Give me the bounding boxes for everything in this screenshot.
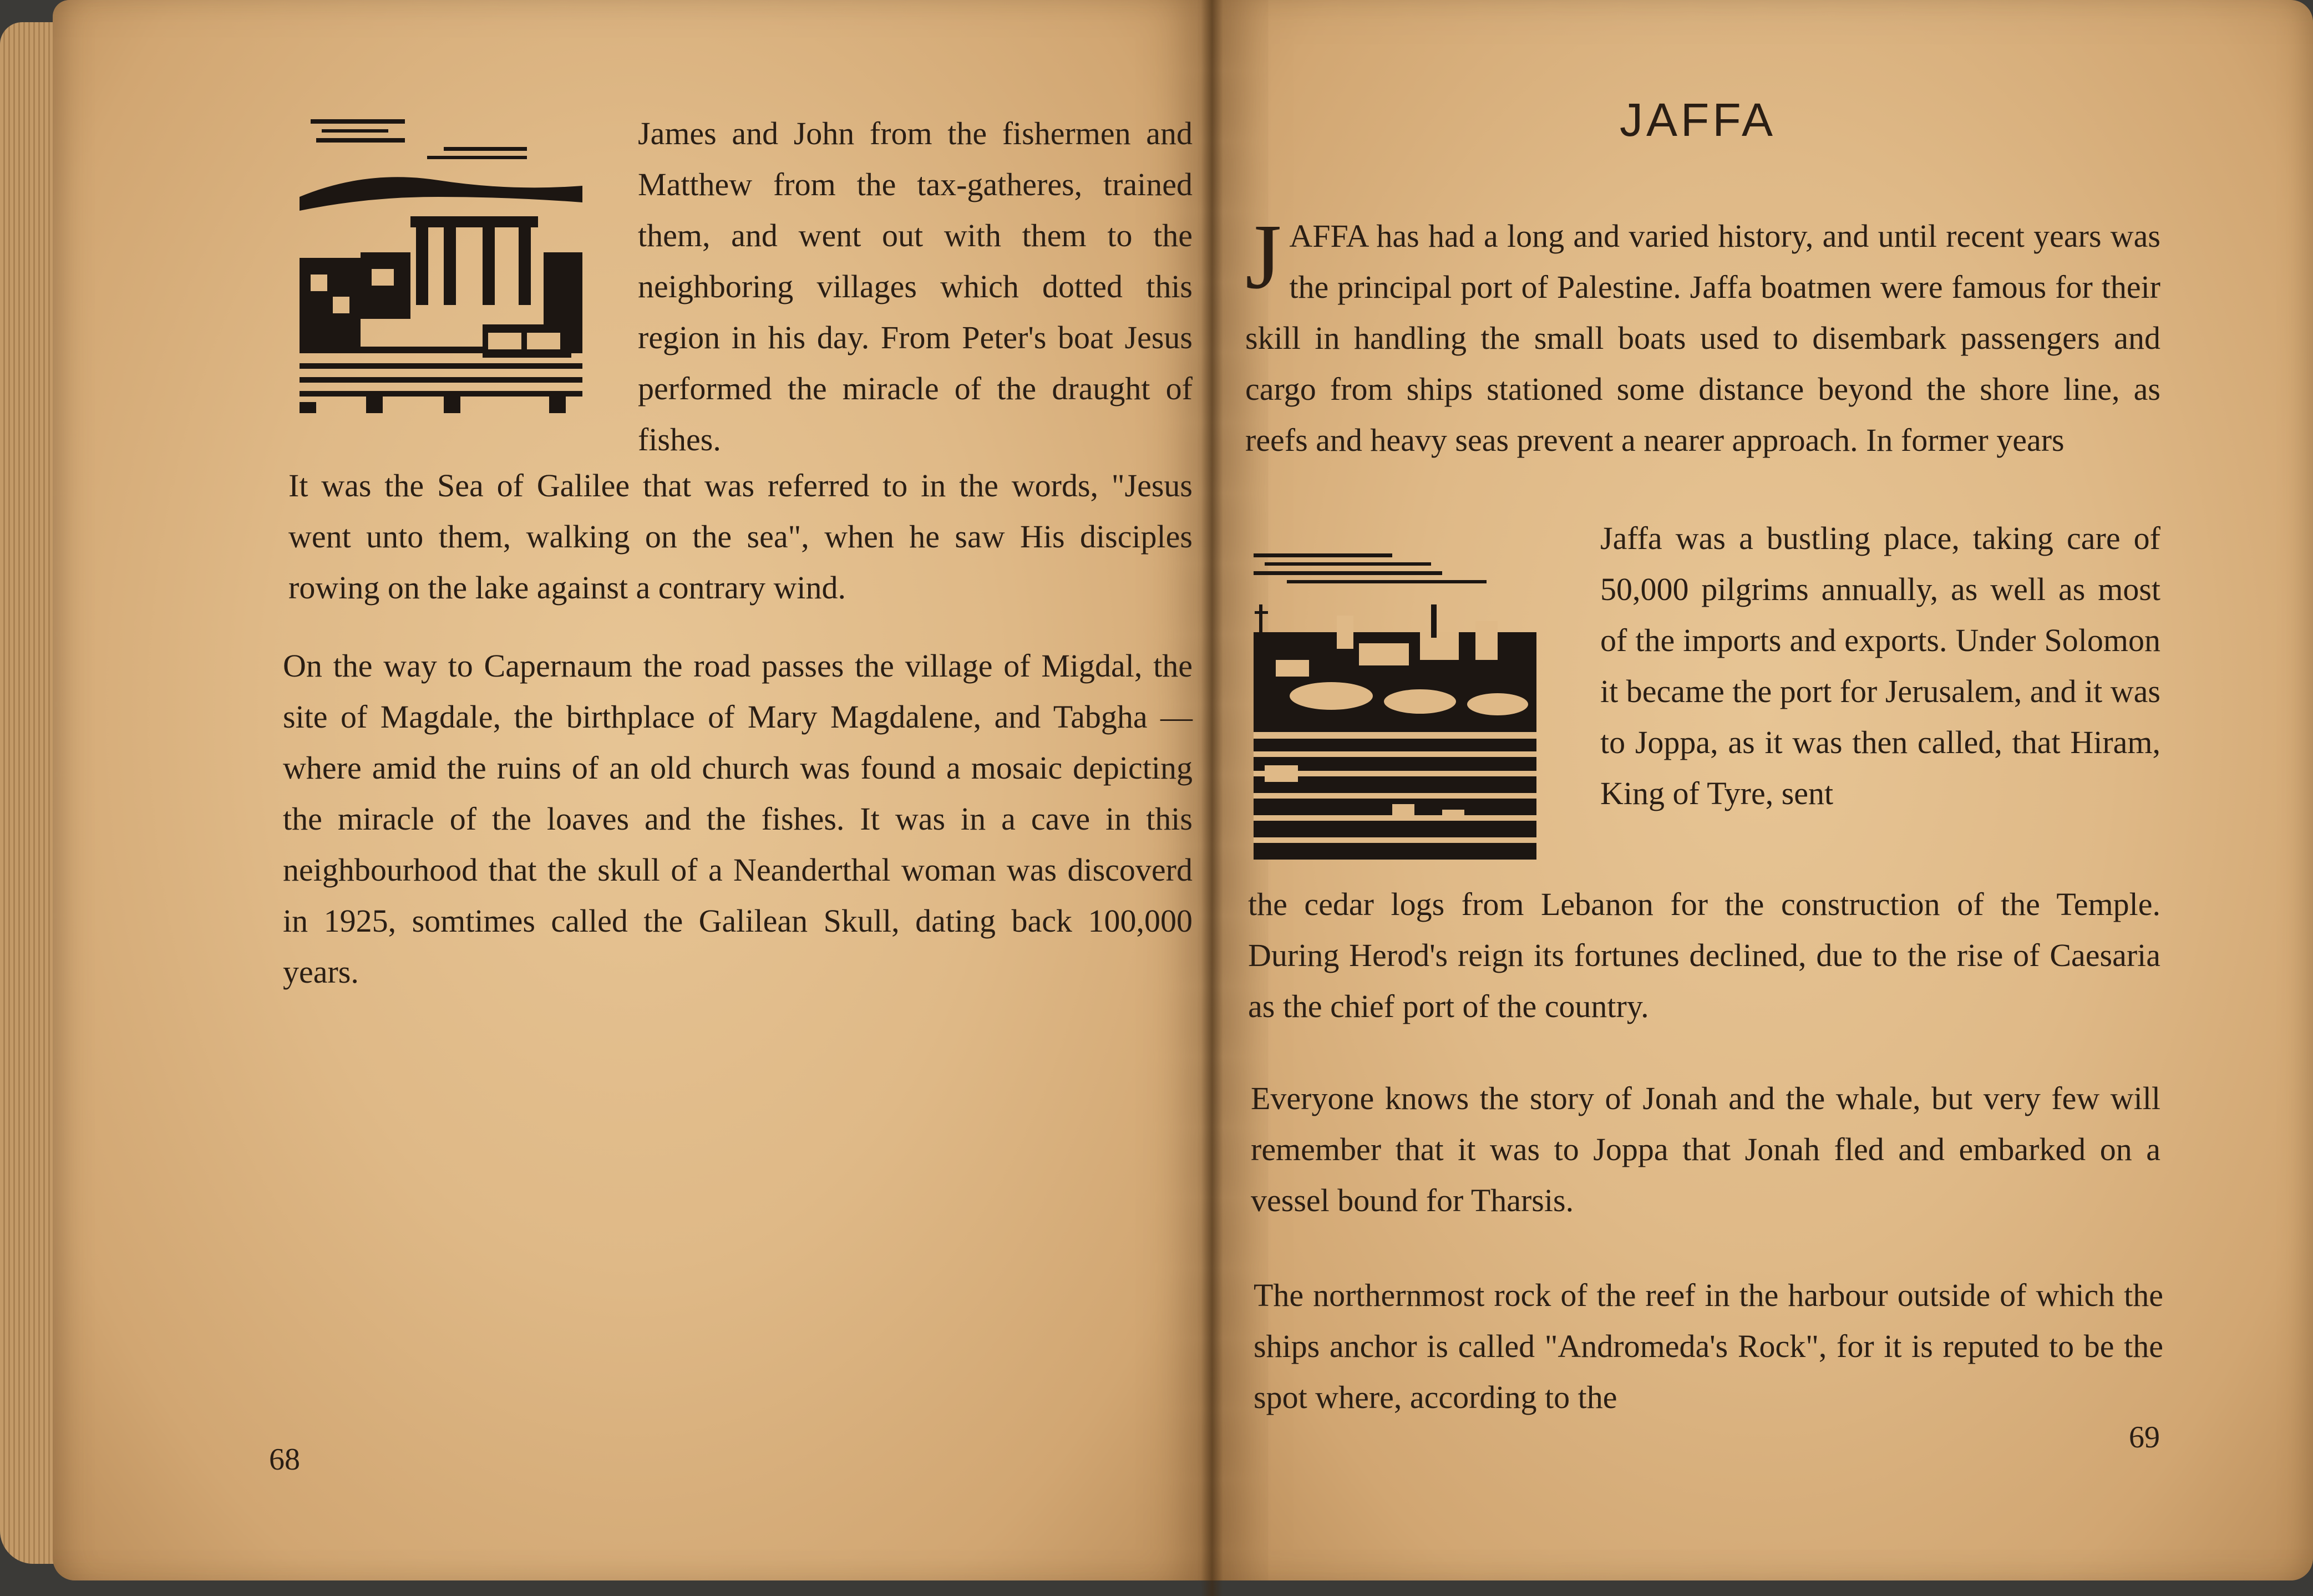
right-paragraph-1-top xyxy=(1245,205,2160,466)
right-paragraph-1-bottom xyxy=(1248,879,2160,1032)
right-paragraph-2 xyxy=(1251,1073,2160,1226)
paragraph-text: the cedar logs from Lebanon for the construction of the Temple. During Herod's reign its fortunes declined, due to the rise of Caesaria as the chief port of the country. xyxy=(1248,886,2160,1024)
right-paragraph-1-wrap xyxy=(1600,513,2160,819)
paragraph-text: It was the Sea of Galilee that was referred to in the words, "Jesus went unto them, walking on the sea", when he saw His disciples rowing on the lake against a contrary wind. xyxy=(288,467,1193,606)
ruins-illustration xyxy=(300,114,582,413)
right-page-number: 69 xyxy=(2129,1420,2160,1455)
drop-cap: J xyxy=(1245,205,1282,308)
page-edge-stack xyxy=(0,22,61,1564)
paragraph-text: James and John from the fishermen and Matthew from the tax-gatheres, trained them, and went out with them to the neighboring villages which dotted this region in his day. From Peter's boat Jesus performed the miracle of the draught of fishes. xyxy=(638,115,1193,458)
paragraph-text: The northernmost rock of the reef in the harbour outside of which the ships anchor is called "Andromeda's Rock", for it is reputed to be the spot where, according to the xyxy=(1254,1277,2163,1415)
jaffa-harbour-illustration xyxy=(1254,549,1536,860)
paragraph-text: On the way to Capernaum the road passes the village of Migdal, the site of Magdale, the birthplace of Mary Magdalene, and Tabgha — where amid the ruins of an old church was found a mosaic depicting the miracle of the loaves and the fishes. It was in a cave in this neighbourhood that the skull of a Neanderthal woman was discoverd in 1925, somtimes called the Galilean Skull, dating back 100,000 years. xyxy=(283,648,1193,990)
right-paragraph-3 xyxy=(1254,1270,2163,1423)
left-paragraph-1-full xyxy=(288,460,1193,613)
book-gutter xyxy=(1201,0,1223,1596)
left-paragraph-1-wrap xyxy=(638,108,1193,465)
page-title: JAFFA xyxy=(1620,94,1777,146)
left-page-number: 68 xyxy=(269,1442,300,1477)
paragraph-text: Everyone knows the story of Jonah and the whale, but very few will remember that it was to Joppa that Jonah fled and embarked on a vessel bound for Tharsis. xyxy=(1251,1080,2160,1218)
paragraph-text xyxy=(1245,205,2160,466)
paragraph-text: Jaffa was a bustling place, taking care of 50,000 pilgrims annually, as well as most of the imports and exports. Under Solomon it became the port for Jerusalem, and it was to Joppa, as it was then called, that Hiram, King of Tyre, sent xyxy=(1600,520,2160,811)
left-paragraph-2 xyxy=(283,641,1193,998)
paragraph-text: AFFA has had a long and varied history, and until recent years was the principal port of Palestine. Jaffa boatmen were famous for their skill in handling the small boats used to disembark passengers and cargo from ships stationed some distance beyond the shore line, as reefs and heavy seas prevent a nearer approach. In former years xyxy=(1245,218,2160,458)
